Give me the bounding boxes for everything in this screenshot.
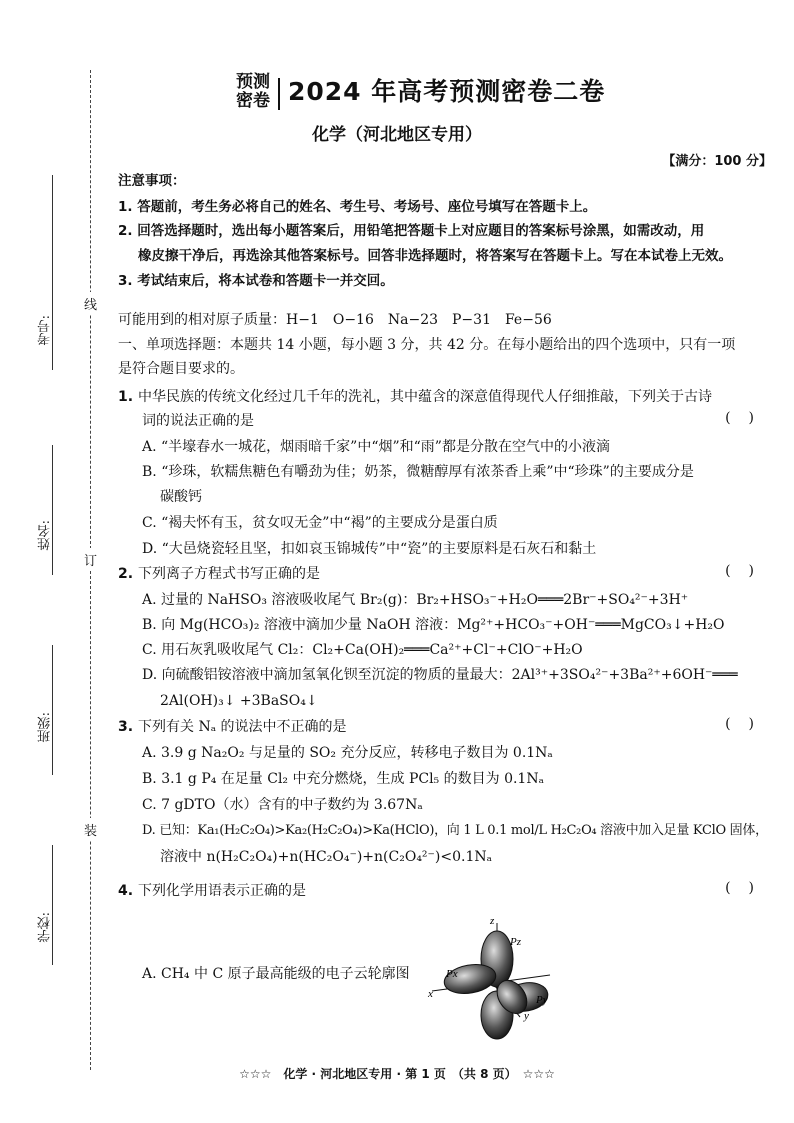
binding-char-line: 线 — [84, 292, 97, 315]
school-line[interactable] — [52, 845, 53, 965]
q2-option-d-line2[interactable]: 2Al(OH)₃↓ +3BaSO₄↓ — [160, 693, 318, 709]
q1-option-c[interactable]: C. “褐夫怀有玉，贫女叹无金”中“褐”的主要成分是蛋白质 — [142, 515, 498, 531]
q3-option-d-line2[interactable]: 溶液中 n(H₂C₂O₄)+n(HC₂O₄⁻)+n(C₂O₄²⁻)<0.1Nₐ — [160, 849, 493, 865]
q4-stem — [118, 880, 782, 902]
exam-no-line[interactable] — [52, 175, 53, 370]
py-label: Py — [536, 994, 548, 1006]
q1-number: 1. — [118, 389, 134, 405]
axis-y-label: y — [524, 1010, 529, 1022]
q3-option-d-line1[interactable]: D. 已知：Ka₁(H₂C₂O₄)>Ka₂(H₂C₂O₄)>Ka(HClO)，向 1 L 0.1 mol/L H₂C₂O₄ 溶液中加入足量 KClO 固体， — [142, 823, 768, 838]
q4-answer-blank[interactable]: () — [725, 880, 772, 896]
q1-stem-line2: 词的说法正确的是 — [142, 413, 254, 429]
q3-number: 3. — [118, 719, 134, 735]
axis-z-label: z — [490, 915, 495, 927]
q4-stem-text: 下列化学用语表示正确的是 — [138, 883, 306, 899]
q1-option-a[interactable]: A. “半壕春水一城花，烟雨暗千家”中“烟”和“雨”都是分散在空气中的小液滴 — [142, 439, 610, 455]
q2-stem-text: 下列离子方程式书写正确的是 — [138, 566, 320, 582]
notice-item-2a: 2. 回答选择题时，选出每小题答案后，用铅笔把答题卡上对应题目的答案标号涂黑，如需改动，用 — [118, 223, 705, 239]
notice-item-1: 1. 答题前，考生务必将自己的姓名、考生号、考场号、座位号填写在答题卡上。 — [118, 199, 597, 215]
q3-stem — [118, 716, 782, 738]
section1-line2: 是符合题目要求的。 — [118, 361, 244, 377]
class-label: 班级: — [38, 712, 53, 743]
q3-option-c[interactable]: C. 7 gDTO（水）含有的中子数约为 3.67Nₐ — [142, 797, 423, 813]
q3-answer-blank[interactable]: () — [725, 716, 772, 732]
school-label: 学校: — [38, 912, 53, 943]
q1-answer-blank[interactable]: () — [725, 410, 772, 426]
name-line[interactable] — [52, 445, 53, 575]
name-label: 姓名: — [38, 520, 53, 551]
p-orbital-diagram — [420, 915, 560, 1045]
notice-item-2b: 橡皮擦干净后，再选涂其他答案标号。回答非选择题时，将答案写在答题卡上。写在本试卷上无效。 — [138, 248, 732, 264]
section1-line1: 一、单项选择题：本题共 14 小题，每小题 3 分，共 42 分。在每小题给出的四个选项中，只有一项 — [118, 337, 736, 353]
q3-option-b[interactable]: B. 3.1 g P₄ 在足量 Cl₂ 中充分燃烧，生成 PCl₅ 的数目为 0.1Nₐ — [142, 771, 544, 787]
q1-stem-text1: 中华民族的传统文化经过几千年的洗礼，其中蕴含的深意值得现代人仔细推敲，下列关于古诗 — [138, 389, 712, 405]
class-line[interactable] — [52, 645, 53, 775]
q3-option-a[interactable]: A. 3.9 g Na₂O₂ 与足量的 SO₂ 充分反应，转移电子数目为 0.1Nₐ — [142, 745, 553, 761]
binding-char-ding: 订 — [84, 548, 97, 571]
axis-x-label: x — [428, 988, 433, 1000]
q1-stem-line1 — [118, 386, 782, 408]
px-label: Px — [446, 968, 458, 980]
page-title: 2024 年高考预测密卷二卷 — [288, 77, 606, 106]
q4-option-a[interactable]: A. CH₄ 中 C 原子最高能级的电子云轮廓图 — [142, 966, 410, 982]
pz-label: Pz — [510, 936, 521, 948]
q2-stem — [118, 563, 782, 585]
logo-divider — [278, 78, 280, 110]
logo — [232, 73, 274, 111]
q2-option-a[interactable]: A. 过量的 NaHSO₃ 溶液吸收尾气 Br₂(g)：Br₂+HSO₃⁻+H₂O═══2Br⁻+SO₄²⁻+3H⁺ — [142, 592, 689, 608]
atomic-masses: 可能用到的相对原子质量：H−1 O−16 Na−23 P−31 Fe−56 — [118, 312, 552, 328]
page-subtitle: 化学（河北地区专用） — [312, 125, 482, 145]
q1-option-d[interactable]: D. “大邑烧瓷轻且坚，扣如哀玉锦城传”中“瓷”的主要原料是石灰石和黏土 — [142, 541, 597, 557]
q2-option-d-line1[interactable]: D. 向硫酸铝铵溶液中滴加氢氧化钡至沉淀的物质的量最大：2Al³⁺+3SO₄²⁻+3Ba²⁺+6OH⁻═══ — [142, 667, 738, 683]
notice-item-3: 3. 考试结束后，将本试卷和答题卡一并交回。 — [118, 273, 394, 289]
exam-no-label: 考号: — [38, 315, 53, 346]
q2-number: 2. — [118, 566, 134, 582]
binding-char-zhuang: 装 — [84, 818, 97, 841]
full-score: 【满分：100 分】 — [662, 154, 772, 169]
q1-option-b-line2[interactable]: 碳酸钙 — [160, 489, 202, 505]
q1-option-b-line1[interactable]: B. “珍珠，软糯焦糖色有嚼劲为佳；奶茶，微糖醇厚有浓茶香上乘”中“珍珠”的主要成分是 — [142, 464, 694, 480]
notice-heading: 注意事项： — [118, 173, 186, 189]
logo-line2: 密卷 — [236, 91, 270, 111]
q4-number: 4. — [118, 883, 134, 899]
q2-option-c[interactable]: C. 用石灰乳吸收尾气 Cl₂：Cl₂+Ca(OH)₂═══Ca²⁺+Cl⁻+ClO⁻+H₂O — [142, 642, 583, 658]
q3-stem-text: 下列有关 Nₐ 的说法中不正确的是 — [138, 719, 347, 735]
page-footer: ☆☆☆ 化学 · 河北地区专用 · 第 1 页 （共 8 页） ☆☆☆ — [239, 1067, 555, 1081]
q2-option-b[interactable]: B. 向 Mg(HCO₃)₂ 溶液中滴加少量 NaOH 溶液：Mg²⁺+HCO₃⁻+OH⁻═══MgCO₃↓+H₂O — [142, 617, 725, 633]
q2-answer-blank[interactable]: () — [725, 563, 772, 579]
logo-line1: 预测 — [236, 72, 270, 92]
